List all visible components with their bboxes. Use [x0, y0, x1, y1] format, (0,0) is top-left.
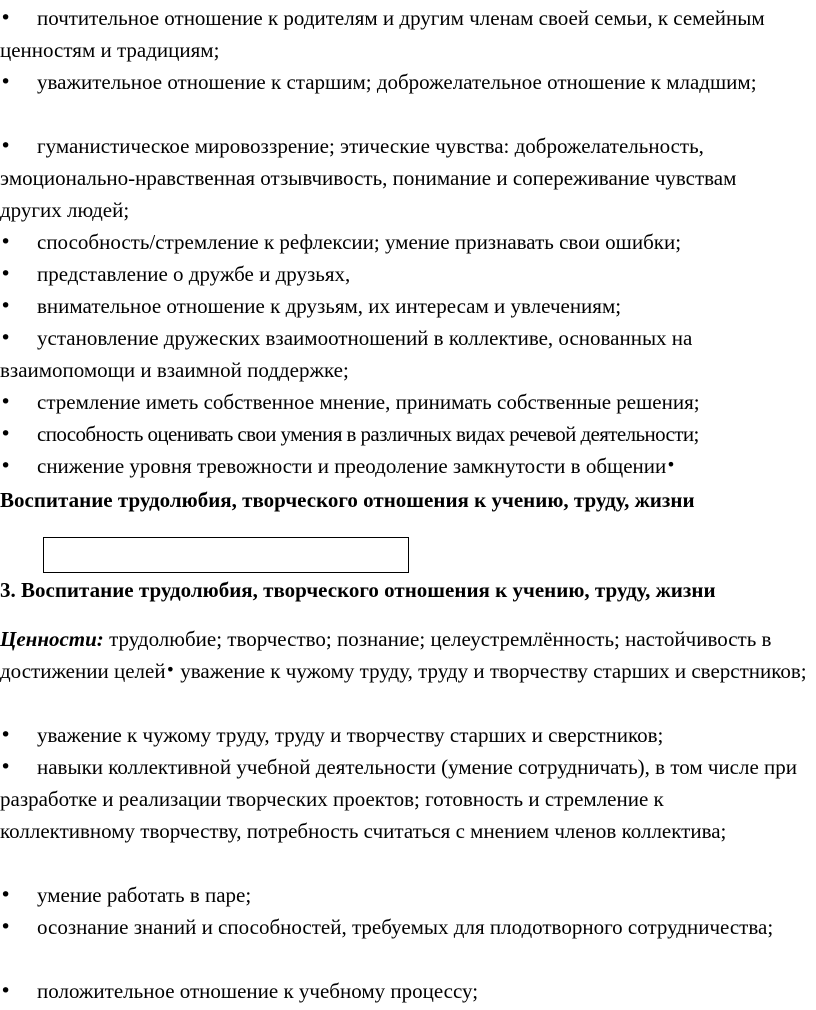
list-item: • гуманистическое мировоззрение; этические чувства: доброжелательность, эмоционально-нравственная отзывчивость, понимание и сопереживание чувствам других людей;: [0, 130, 800, 226]
list-item: • способность оценивать свои умения в различных видах речевой деятельности;: [0, 418, 800, 450]
section-heading: 3. Воспитание трудолюбия, творческого отношения к учению, труду, жизни: [0, 578, 716, 602]
list-item: • стремление иметь собственное мнение, принимать собственные решения;: [0, 386, 800, 418]
list-item: • представление о дружбе и друзьях,: [0, 258, 800, 290]
list-item: • положительное отношение к учебному процессу;: [0, 975, 800, 1007]
empty-text-box: [43, 537, 409, 573]
list-item: • осознание знаний и способностей, требуемых для плодотворного сотрудничества;: [0, 911, 800, 943]
bullet-icon: •: [0, 327, 12, 349]
bullet-icon: •: [0, 7, 12, 29]
list-item: • внимательное отношение к друзьям, их интересам и увлечениям;: [0, 290, 800, 322]
list-item: • уважительное отношение к старшим; доброжелательное отношение к младшим;: [0, 66, 800, 98]
list-item: • уважение к чужому труду, труду и творчеству старших и сверстников;: [0, 719, 800, 751]
bullet-icon: •: [0, 295, 12, 317]
bullet-icon: •: [0, 724, 12, 746]
bullet-icon: •: [0, 756, 12, 778]
bullet-icon: •: [0, 71, 12, 93]
list-item: • умение работать в паре;: [0, 879, 800, 911]
section-heading-repeat: Воспитание трудолюбия, творческого отношения к учению, труду, жизни: [0, 488, 695, 512]
bullet-icon: •: [0, 231, 12, 253]
bullet-icon: •: [0, 980, 12, 1002]
bullet-icon: •: [0, 423, 11, 445]
bullet-icon: •: [0, 391, 12, 413]
values-label: Ценности:: [0, 627, 104, 651]
list-item: • навыки коллективной учебной деятельности (умение сотрудничать), в том числе при разработке и реализации творческих проектов; готовность и стремление к коллективному творчеству, потребность считаться с мнением членов коллектива;: [0, 751, 800, 847]
bullet-icon: •: [0, 884, 12, 906]
list-item: • способность/стремление к рефлексии; умение признавать свои ошибки;: [0, 226, 800, 258]
bullet-icon: •: [666, 455, 676, 474]
values-paragraph: Ценности: трудолюбие; творчество; познание; целеустремлённость; настойчивость в достижении целей• уважение к чужому труду, труду и творчеству старших и сверстников;: [0, 627, 807, 683]
bullet-icon: •: [0, 263, 12, 285]
bullet-icon: •: [0, 135, 12, 157]
list-item: • снижение уровня тревожности и преодоление замкнутости в общении•: [0, 450, 800, 484]
bullet-icon: •: [0, 916, 12, 938]
bullet-icon: •: [165, 660, 175, 679]
list-item: • установление дружеских взаимоотношений в коллективе, основанных на взаимопомощи и взаимной поддержке;: [0, 322, 800, 386]
list-item: • почтительное отношение к родителям и другим членам своей семьи, к семейным ценностям и традициям;: [0, 2, 800, 66]
bullet-icon: •: [0, 455, 12, 477]
